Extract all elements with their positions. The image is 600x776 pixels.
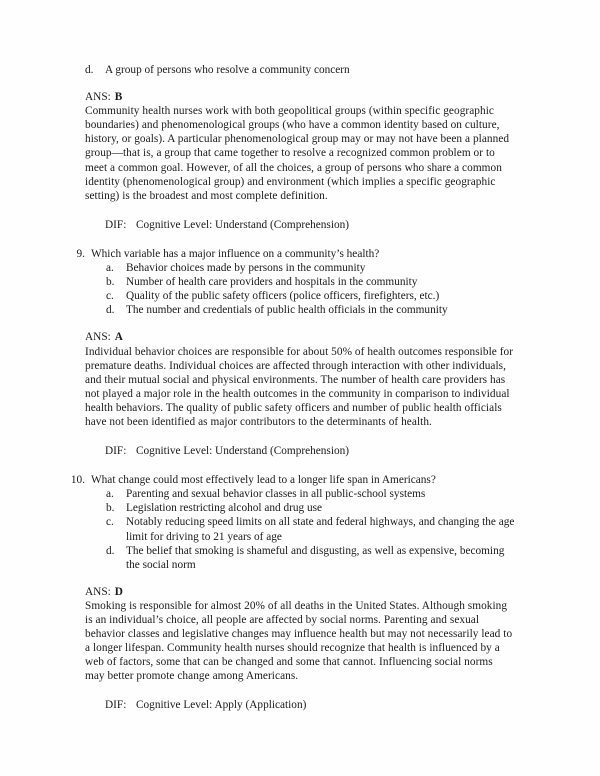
spacer: [85, 458, 515, 473]
list-item: [63, 275, 515, 289]
question-number: 9.: [76, 247, 85, 260]
question-stem-row: [63, 247, 515, 261]
list-item: [63, 303, 515, 317]
spacer: [85, 429, 515, 444]
dif-label: DIF:: [105, 699, 127, 712]
list-item: [63, 261, 515, 275]
option-text: Legislation restricting alcohol and drug use: [126, 502, 323, 515]
dif-label: DIF:: [105, 445, 127, 458]
question-block: [63, 247, 515, 317]
option-text: Behavior choices made by persons in the community: [126, 262, 366, 275]
answer-value: A: [114, 331, 123, 344]
option-marker: a.: [106, 262, 114, 275]
list-item: [63, 289, 515, 303]
option-text: The number and credentials of public health officials in the community: [126, 304, 448, 317]
list-item: [85, 63, 515, 77]
answer-line: [85, 585, 515, 599]
spacer: [85, 317, 515, 330]
dif-line: [85, 698, 515, 712]
answer-line: [85, 90, 515, 104]
answer-label: ANS:: [85, 91, 111, 104]
option-text: Notably reducing speed limits on all state and federal highways, and changing the age limit for driving to 21 years of age: [126, 516, 515, 543]
spacer: [85, 683, 515, 698]
answer-label: ANS:: [85, 585, 111, 598]
spacer: [85, 572, 515, 585]
answer-value: B: [114, 91, 123, 104]
rationale-paragraph: Community health nurses work with both geopolitical groups (within specific geographic boundaries) and phenomenological groups (who have a common identity based on culture, history, or goals). A particular phenomenological group may or may not have been a planned group—that is, a group that came together to resolve a recognized common problem or to meet a common goal. However, of all the choices, a group of persons who share a common identity (phenomenological group) and environment (which implies a specific geographic setting) is the broadest and most complete definition.: [85, 105, 510, 202]
option-marker: c.: [106, 290, 114, 303]
question-stem: Which variable has a major influence on a community’s health?: [91, 247, 380, 260]
answer-line: [85, 330, 515, 344]
list-item: [63, 501, 515, 515]
option-text: Parenting and sexual behavior classes in all public-school systems: [126, 488, 426, 501]
rationale-paragraph: Individual behavior choices are responsible for about 50% of health outcomes responsible for premature deaths. Individual choices are affected through interaction with other individuals, and their mutual social and physical environments. The number of health care providers has not played a major role in the health outcomes in the community in comparison to individual health behaviors. The quality of public safety officers and number of public health officials have not been identified as major contributors to the determinants of health.: [85, 345, 514, 428]
question-stem-row: [63, 473, 515, 487]
option-marker: a.: [106, 488, 114, 501]
option-marker: d.: [85, 64, 94, 76]
question-block: [63, 473, 515, 572]
dif-value: Cognitive Level: Understand (Comprehension): [136, 218, 350, 231]
question-number: 10.: [70, 474, 85, 487]
dif-line: [85, 218, 515, 232]
list-item: [63, 544, 515, 572]
list-item: [63, 487, 515, 501]
page-content: [70, 63, 515, 713]
question-stem: What change could most effectively lead to a longer life span in Americans?: [91, 474, 436, 487]
option-marker: b.: [106, 502, 115, 515]
spacer: [85, 77, 515, 90]
dif-line: [85, 444, 515, 458]
list-item: [63, 515, 515, 543]
option-text: The belief that smoking is shameful and disgusting, as well as expensive, becoming the social norm: [126, 544, 505, 571]
answer-value: D: [114, 585, 123, 598]
option-marker: c.: [106, 516, 114, 529]
option-text: A group of persons who resolve a community concern: [105, 64, 350, 76]
spacer: [85, 203, 515, 218]
option-text: Quality of the public safety officers (police officers, firefighters, etc.): [126, 290, 440, 303]
dif-value: Cognitive Level: Apply (Application): [136, 699, 307, 712]
dif-label: DIF:: [105, 218, 127, 231]
rationale-paragraph: Smoking is responsible for almost 20% of all deaths in the United States. Although smoking is an individual’s choice, all people are affected by social norms. Parenting and sexual behavior classes and legislative changes may influence health but may not necessarily lead to a longer lifespan. Community health nurses should recognize that health is influenced by a web of factors, some that can be changed and some that cannot. Influencing social norms may better promote change among Americans.: [85, 599, 513, 683]
option-text: Number of health care providers and hospitals in the community: [126, 276, 418, 289]
option-marker: b.: [106, 276, 115, 289]
option-marker: d.: [106, 304, 115, 317]
spacer: [85, 232, 515, 247]
answer-label: ANS:: [85, 331, 111, 344]
option-marker: d.: [106, 544, 115, 557]
dif-value: Cognitive Level: Understand (Comprehension): [136, 445, 350, 458]
